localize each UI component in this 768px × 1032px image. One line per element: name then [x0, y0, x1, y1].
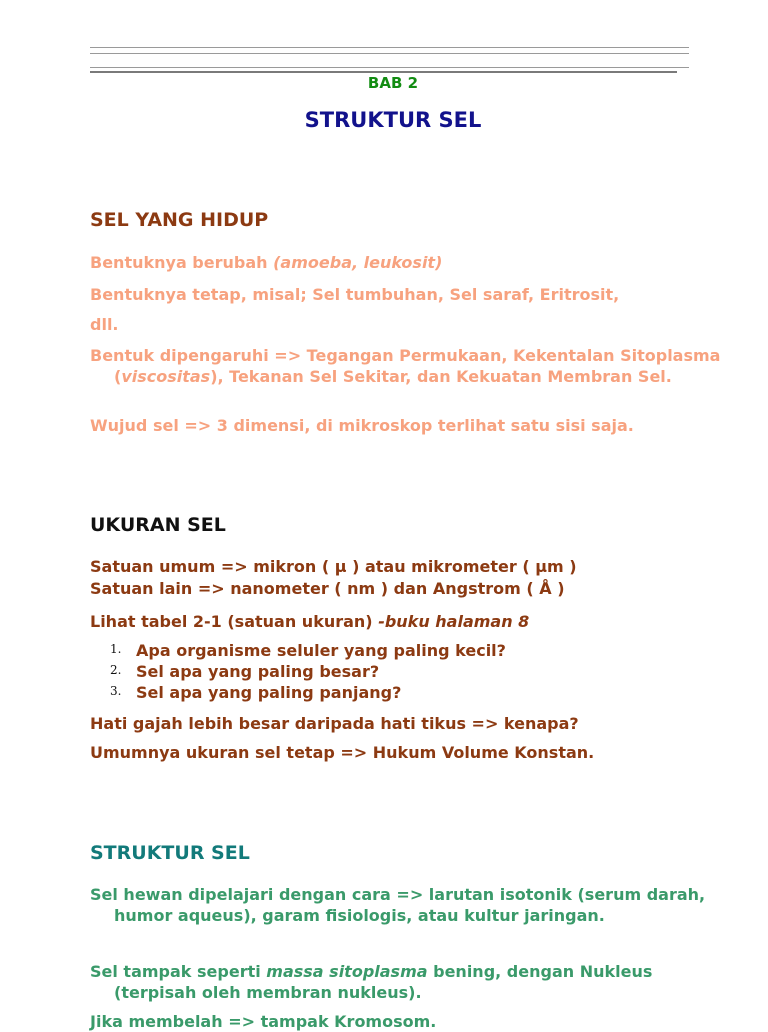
paragraph: Bentuknya tetap, misal; Sel tumbuhan, Sel saraf, Eritrosit,: [90, 285, 620, 304]
paragraph: [90, 345, 734, 387]
paragraph: Satuan umum => mikron ( µ ) atau mikrometer ( µm ): [90, 557, 577, 576]
rule-line: [90, 71, 677, 73]
text: Lihat tabel 2-1 (satuan ukuran): [90, 612, 379, 631]
question-list: [110, 641, 710, 704]
paragraph: Wujud sel => 3 dimensi, di mikroskop terlihat satu sisi saja.: [90, 416, 634, 435]
text: Bentuk dipengaruhi => Tegangan Permukaan, Kekentalan Sitoplasma (: [90, 346, 721, 386]
chapter-label: BAB 2: [367, 74, 419, 92]
text: ), Tekanan Sel Sekitar, dan Kekuatan Membran Sel.: [210, 367, 672, 386]
paragraph: Satuan lain => nanometer ( nm ) dan Angstrom ( Å ): [90, 579, 565, 598]
paragraph: [90, 252, 710, 273]
list-item: [110, 662, 710, 683]
rule-line: [90, 47, 689, 48]
paragraph: Hati gajah lebih besar daripada hati tikus => kenapa?: [90, 714, 579, 733]
list-item: [110, 641, 710, 662]
text: Bentuknya berubah: [90, 253, 274, 272]
list-number: 1.: [110, 642, 122, 656]
text: Sel tampak seperti: [90, 962, 267, 981]
section-heading-living-cell: SEL YANG HIDUP: [90, 209, 269, 231]
paragraph: Jika membelah => tampak Kromosom.: [90, 1012, 437, 1031]
italic-text: massa sitoplasma: [266, 962, 428, 981]
paragraph: Sel hewan dipelajari dengan cara => larutan isotonik (serum darah, humor aqueus), garam fisiologis, atau kultur jaringan.: [90, 885, 706, 925]
section-heading-cell-structure: STRUKTUR SEL: [90, 842, 250, 864]
list-number: 2.: [110, 663, 122, 677]
text: bening, dengan Nukleus (terpisah oleh membran nukleus).: [114, 962, 653, 1002]
section-heading-cell-size: UKURAN SEL: [90, 514, 226, 536]
list-number: 3.: [110, 684, 122, 698]
paragraph: [90, 611, 710, 632]
rule-line: [90, 53, 689, 54]
italic-text: -buku halaman 8: [378, 612, 530, 631]
italic-text: viscositas: [121, 367, 211, 386]
page-title: STRUKTUR SEL: [304, 108, 482, 132]
rule-line: [90, 67, 689, 68]
list-text: Sel apa yang paling panjang?: [136, 683, 402, 702]
list-text: Sel apa yang paling besar?: [136, 662, 380, 681]
list-item: [110, 683, 710, 704]
list-text: Apa organisme seluler yang paling kecil?: [136, 641, 506, 660]
paragraph: [90, 961, 734, 1003]
paragraph: dll.: [90, 315, 119, 334]
italic-text: (amoeba, leukosit): [273, 253, 443, 272]
paragraph: Umumnya ukuran sel tetap => Hukum Volume Konstan.: [90, 743, 595, 762]
